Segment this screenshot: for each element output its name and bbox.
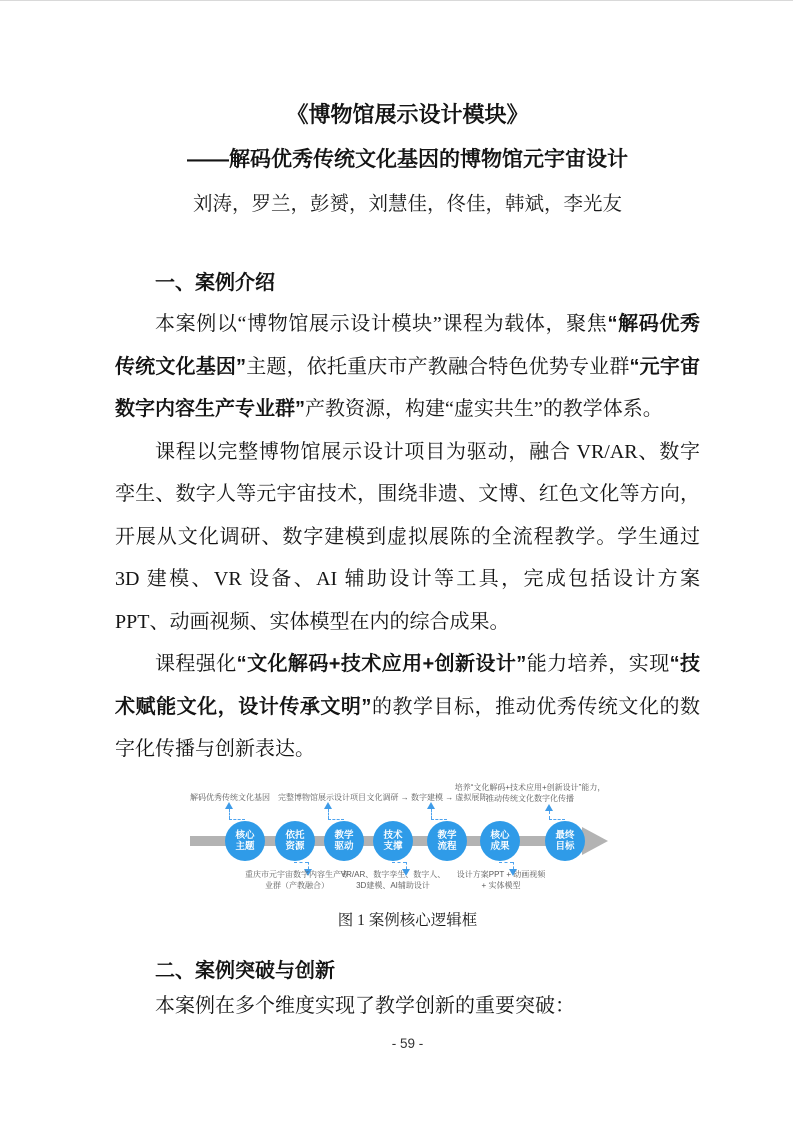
connector-arrow-up-icon	[225, 802, 233, 809]
connector-arrow-up-icon	[324, 802, 332, 809]
connector-dash	[431, 809, 432, 819]
authors-line: 刘涛，罗兰，彭赟，刘慧佳，佟佳，韩斌，李光友	[192, 194, 622, 215]
connector-dash	[294, 862, 308, 863]
flow-note: 培养“文化解码+技术应用+创新设计”能力，推动传统文化数字化传播	[454, 782, 606, 803]
flow-node-circle: 核心主题	[225, 821, 265, 861]
text-run-bold: “文化解码+技术应用+创新设计”	[236, 653, 527, 675]
text-run: 能力培养，实现	[526, 653, 670, 675]
innovation-paragraph-1: 本案例在多个维度实现了教学创新的重要突破：	[155, 994, 575, 1017]
flow-note: 重庆市元宇宙数字内容生产专业群（产教融合）	[245, 869, 349, 890]
text-run: 主题，依托重庆市产教融合特色优势专业群	[246, 355, 630, 378]
page-number: - 59 -	[391, 1036, 424, 1051]
doc-subtitle: ——解码优秀传统文化基因的博物馆元宇宙设计	[187, 148, 628, 171]
doc-title: 《博物馆展示设计模块》	[286, 102, 529, 127]
section-2-heading: 二、案例突破与创新	[155, 959, 335, 982]
connector-arrow-up-icon	[545, 804, 553, 811]
intro-paragraph-1	[115, 303, 700, 431]
flow-node-circle: 教学驱动	[324, 821, 364, 861]
figure-core-logic-diagram	[115, 777, 700, 911]
flow-node-circle: 最终目标	[545, 821, 585, 861]
text-run: 产教资源，构建“虚实共生”的教学体系。	[305, 398, 663, 420]
connector-dash	[308, 862, 309, 869]
connector-dash	[328, 819, 344, 820]
text-run: 本案例以“博物馆展示设计模块”课程为载体，聚焦	[155, 313, 608, 335]
flow-note: 设计方案PPT + 动画视频 + 实体模型	[456, 869, 546, 890]
timeline-arrowhead-icon	[582, 827, 608, 855]
flow-node-circle: 核心成果	[480, 821, 520, 861]
flow-node-circle: 技术支撑	[373, 821, 413, 861]
connector-dash	[513, 862, 514, 869]
text-run: 课程强化	[155, 653, 237, 675]
flow-note: VR/AR、数字孪生、数字人、3D建模、AI辅助设计	[340, 869, 446, 890]
flow-note: 完整博物馆展示设计项目	[278, 792, 366, 802]
text-run-bold: “解码优秀传统文化基因”	[115, 313, 700, 378]
connector-dash	[499, 862, 513, 863]
text-run: 的教学目标，推动优秀传统文化的数字化传播与创新表达。	[115, 695, 701, 760]
connector-dash	[392, 862, 406, 863]
connector-dash	[229, 809, 230, 819]
flow-node-circle: 依托资源	[275, 821, 315, 861]
flow-note: 文化调研 → 数字建模 → 虚拟展陈	[366, 792, 488, 802]
intro-paragraph-3	[115, 643, 700, 771]
flow-node-circle: 教学流程	[427, 821, 467, 861]
connector-dash	[549, 819, 565, 820]
flow-note: 解码优秀传统文化基因	[190, 792, 270, 802]
connector-dash	[431, 819, 447, 820]
intro-paragraph-2: 课程以完整博物馆展示设计项目为驱动，融合 VR/AR、数字孪生、数字人等元宇宙技术，围绕非遗、文博、红色文化等方向，开展从文化调研、数字建模到虚拟展陈的全流程教学。学生通过 3D 建模、VR 设备、AI 辅助设计等工具，完成包括设计方案 PPT、动画视频、实体模型在内的综合成果。	[115, 440, 700, 633]
text-run-bold: “元宇宙数字内容生产专业群”	[115, 355, 701, 420]
figure-caption: 图 1 案例核心逻辑框	[337, 911, 478, 929]
connector-dash	[328, 809, 329, 819]
connector-arrow-up-icon	[427, 802, 435, 809]
connector-dash	[549, 811, 550, 819]
section-1-heading: 一、案例介绍	[155, 272, 275, 294]
connector-dash	[406, 862, 407, 869]
connector-dash	[229, 819, 245, 820]
text-run-bold: “技术赋能文化，设计传承文明”	[115, 653, 701, 718]
